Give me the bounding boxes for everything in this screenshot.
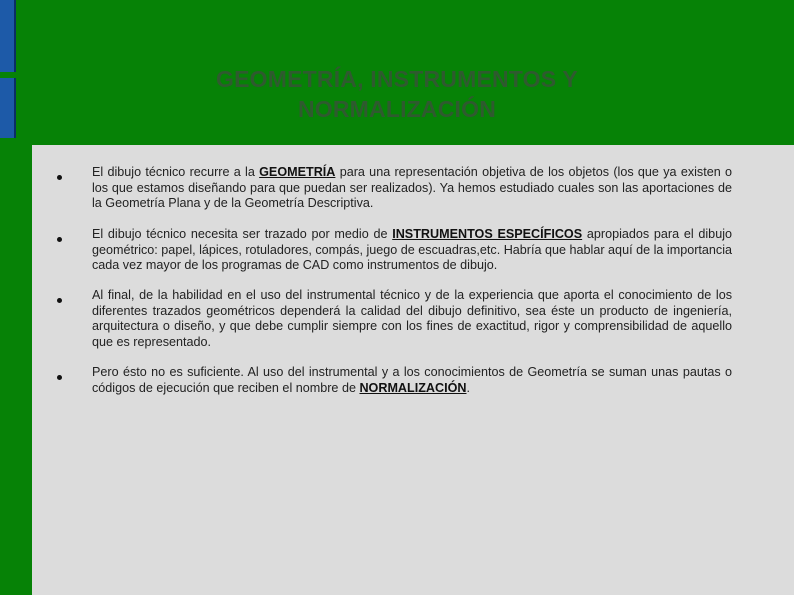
bullet-text-before: El dibujo técnico recurre a la [92, 165, 260, 179]
bullet-text [92, 365, 732, 396]
bullet-emphasis-instrumentos: INSTRUMENTOS ESPECÍFICOS [392, 227, 583, 241]
slide-title [150, 64, 644, 124]
accent-bar-lower [0, 78, 16, 138]
bullet-emphasis-geometria: GEOMETRÍA [259, 165, 336, 179]
bullet-text-after: para una representación objetiva de los objetos (los que ya existen o los que estamos diseñando para que puedan ser realizados). Ya hemos estudiado cuales son las aportaciones de la Geometría Plana y de la Geometría Descriptiva. [92, 165, 733, 210]
bullet-emphasis-normalizacion: NORMALIZACIÓN [359, 380, 467, 395]
accent-bar-top [0, 0, 16, 72]
bullet-dot-icon [57, 237, 62, 242]
title-line-2: NORMALIZACIÓN [297, 96, 497, 122]
bullet-dot-icon [57, 375, 62, 380]
bullet-text-before: El dibujo técnico necesita ser trazado por medio de [92, 227, 393, 241]
bullet-text-after: apropiados para el dibujo geométrico: papel, lápices, rotuladores, compás, juego de escuadras,etc. Habría que hablar aquí de la importancia cada vez mayor de los programas de CAD como instrumentos de dibujo. [92, 227, 732, 272]
bullet-text [92, 165, 732, 212]
bullet-dot-icon [57, 175, 62, 180]
content-panel [32, 145, 794, 595]
bullet-dot-icon [57, 298, 62, 303]
bullet-text-after: . [466, 380, 470, 395]
bullet-text [92, 227, 732, 274]
bullet-text [92, 288, 732, 350]
title-line-1: GEOMETRÍA, INSTRUMENTOS Y [216, 66, 578, 92]
bullet-text-before: Pero ésto no es suficiente. Al uso del instrumental y a los conocimientos de Geometría se suman unas pautas o códigos de ejecución que reciben el nombre de [92, 365, 732, 395]
bullet-text-before: Al final, de la habilidad en el uso del instrumental técnico y de la experiencia que aporta el conocimiento de los diferentes trazados geométricos dependerá la calidad del dibujo definitivo, sea éste un producto de ingeniería, arquitectura o diseño, y que debe cumplir siempre con los fines de exactitud, rigor y comprensibilidad de aquello que es representado. [92, 288, 732, 349]
